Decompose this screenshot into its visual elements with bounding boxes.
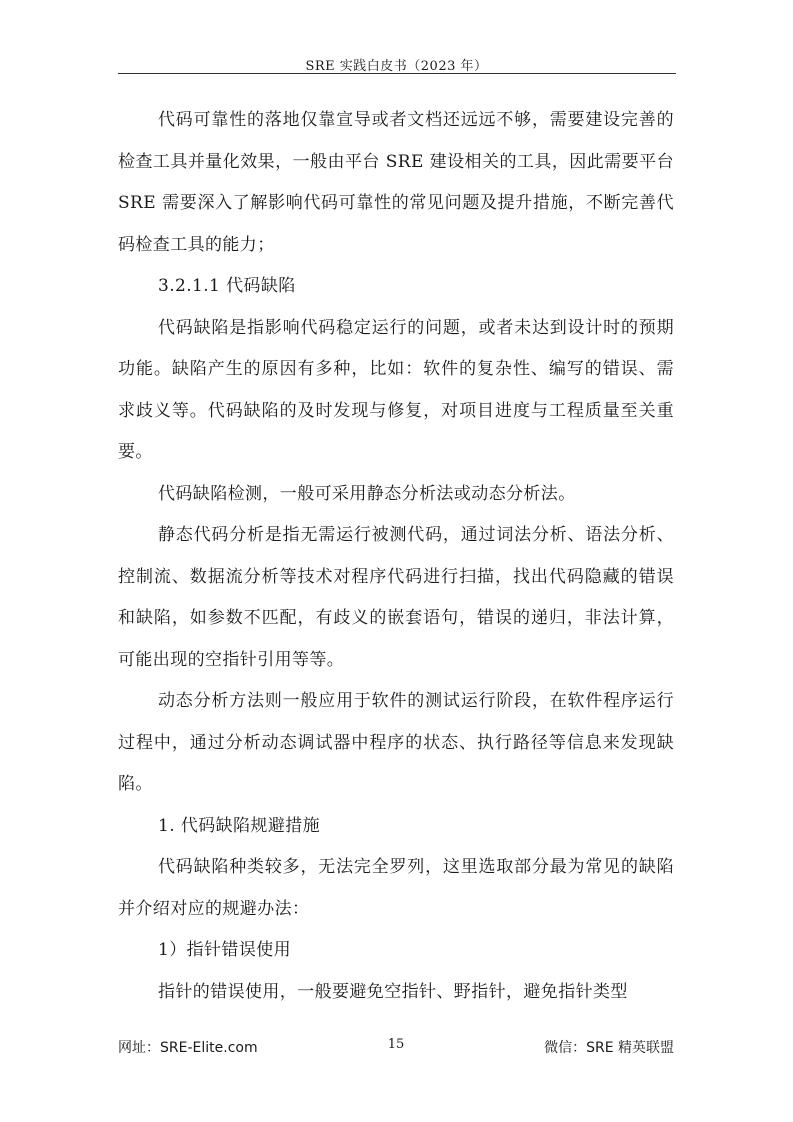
paragraph-avoidance-intro: 代码缺陷种类较多，无法完全罗列，这里选取部分最为常见的缺陷并介绍对应的规避办法： — [118, 857, 674, 919]
paragraph-defect-detection: 代码缺陷检测，一般可采用静态分析法或动态分析法。 — [158, 483, 576, 504]
page-header-title: SRE 实践白皮书（2023 年） — [305, 59, 488, 74]
page-number: 15 — [387, 1037, 405, 1052]
document-body — [118, 100, 674, 1013]
page-footer — [118, 1037, 674, 1057]
paragraph-code-reliability: 代码可靠性的落地仅靠宣导或者文档还远远不够，需要建设完善的检查工具并量化效果，一般由平台 SRE 建设相关的工具，因此需要平台 SRE 需要深入了解影响代码可靠性的常见问题及提升措施，不断完善代码检查工具的能力； — [118, 110, 674, 255]
header-divider — [118, 73, 676, 74]
paragraph-dynamic-analysis: 动态分析方法则一般应用于软件的测试运行阶段，在软件程序运行过程中，通过分析动态调试器中程序的状态、执行路径等信息来发现缺陷。 — [118, 691, 674, 794]
paragraph-static-analysis: 静态代码分析是指无需运行被测代码，通过词法分析、语法分析、控制流、数据流分析等技术对程序代码进行扫描，找出代码隐藏的错误和缺陷，如参数不匹配，有歧义的嵌套语句，错误的递归，非法计算，可能出现的空指针引用等等。 — [118, 525, 674, 670]
subheading-avoidance-measures: 1. 代码缺陷规避措施 — [158, 815, 321, 836]
footer-website: 网址：SRE-Elite.com — [118, 1040, 258, 1056]
subheading-pointer-misuse: 1）指针错误使用 — [158, 940, 292, 960]
paragraph-defect-definition: 代码缺陷是指影响代码稳定运行的问题，或者未达到设计时的预期功能。缺陷产生的原因有多种，比如：软件的复杂性、编写的错误、需求歧义等。代码缺陷的及时发现与修复，对项目进度与工程质量至关重要。 — [118, 317, 674, 462]
section-heading-code-defects: 3.2.1.1 代码缺陷 — [158, 276, 296, 296]
footer-wechat: 微信：SRE 精英联盟 — [544, 1040, 674, 1056]
paragraph-pointer-misuse: 指针的错误使用，一般要避免空指针、野指针，避免指针类型 — [158, 981, 628, 1002]
